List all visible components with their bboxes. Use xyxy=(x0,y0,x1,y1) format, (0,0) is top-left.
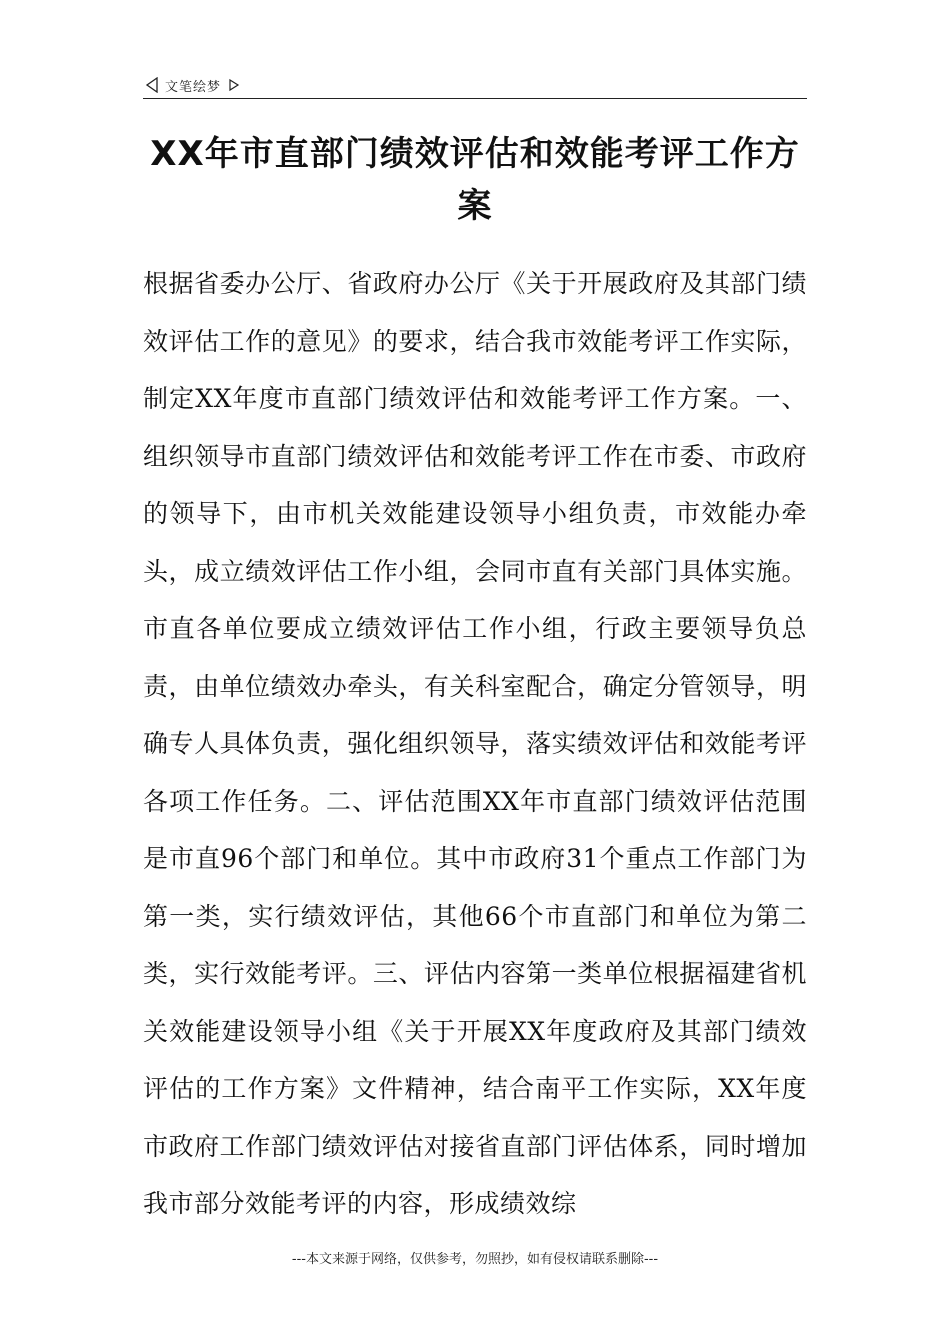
document-title: XX年市直部门绩效评估和效能考评工作方案 xyxy=(150,134,800,226)
document-body: 根据省委办公厅、省政府办公厅《关于开展政府及其部门绩效评估工作的意见》的要求，结合我市效能考评工作实际，制定XX年度市直部门绩效评估和效能考评工作方案。一、组织领导市直部门绩效评估和效能考评工作在市委、市政府的领导下，由市机关效能建设领导小组负责，市效能办牵头，成立绩效评估工作小组，会同市直有关部门具体实施。市直各单位要成立绩效评估工作小组，行政主要领导负总责，由单位绩效办牵头，有关科室配合，确定分管领导，明确专人具体负责，强化组织领导，落实绩效评估和效能考评各项工作任务。二、评估范围XX年市直部门绩效评估范围是市直96个部门和单位。其中市政府31个重点工作部门为第一类，实行绩效评估，其他66个市直部门和单位为第二类，实行效能考评。三、评估内容第一类单位根据福建省机关效能建设领导小组《关于开展XX年度政府及其部门绩效评估的工作方案》文件精神，结合南平工作实际，XX年度市政府工作部门绩效评估对接省直部门评估体系，同时增加我市部分效能考评的内容，形成绩效综 xyxy=(143,269,807,1218)
header-brand-text: 文笔绘梦 xyxy=(165,79,222,95)
triangle-right-icon xyxy=(227,77,241,93)
triangle-left-icon xyxy=(145,77,159,93)
footer-notice: ---本文来源于网络，仅供参考，勿照抄，如有侵权请联系删除--- xyxy=(291,1252,659,1267)
header-branding xyxy=(145,74,241,96)
page-header xyxy=(143,74,807,99)
